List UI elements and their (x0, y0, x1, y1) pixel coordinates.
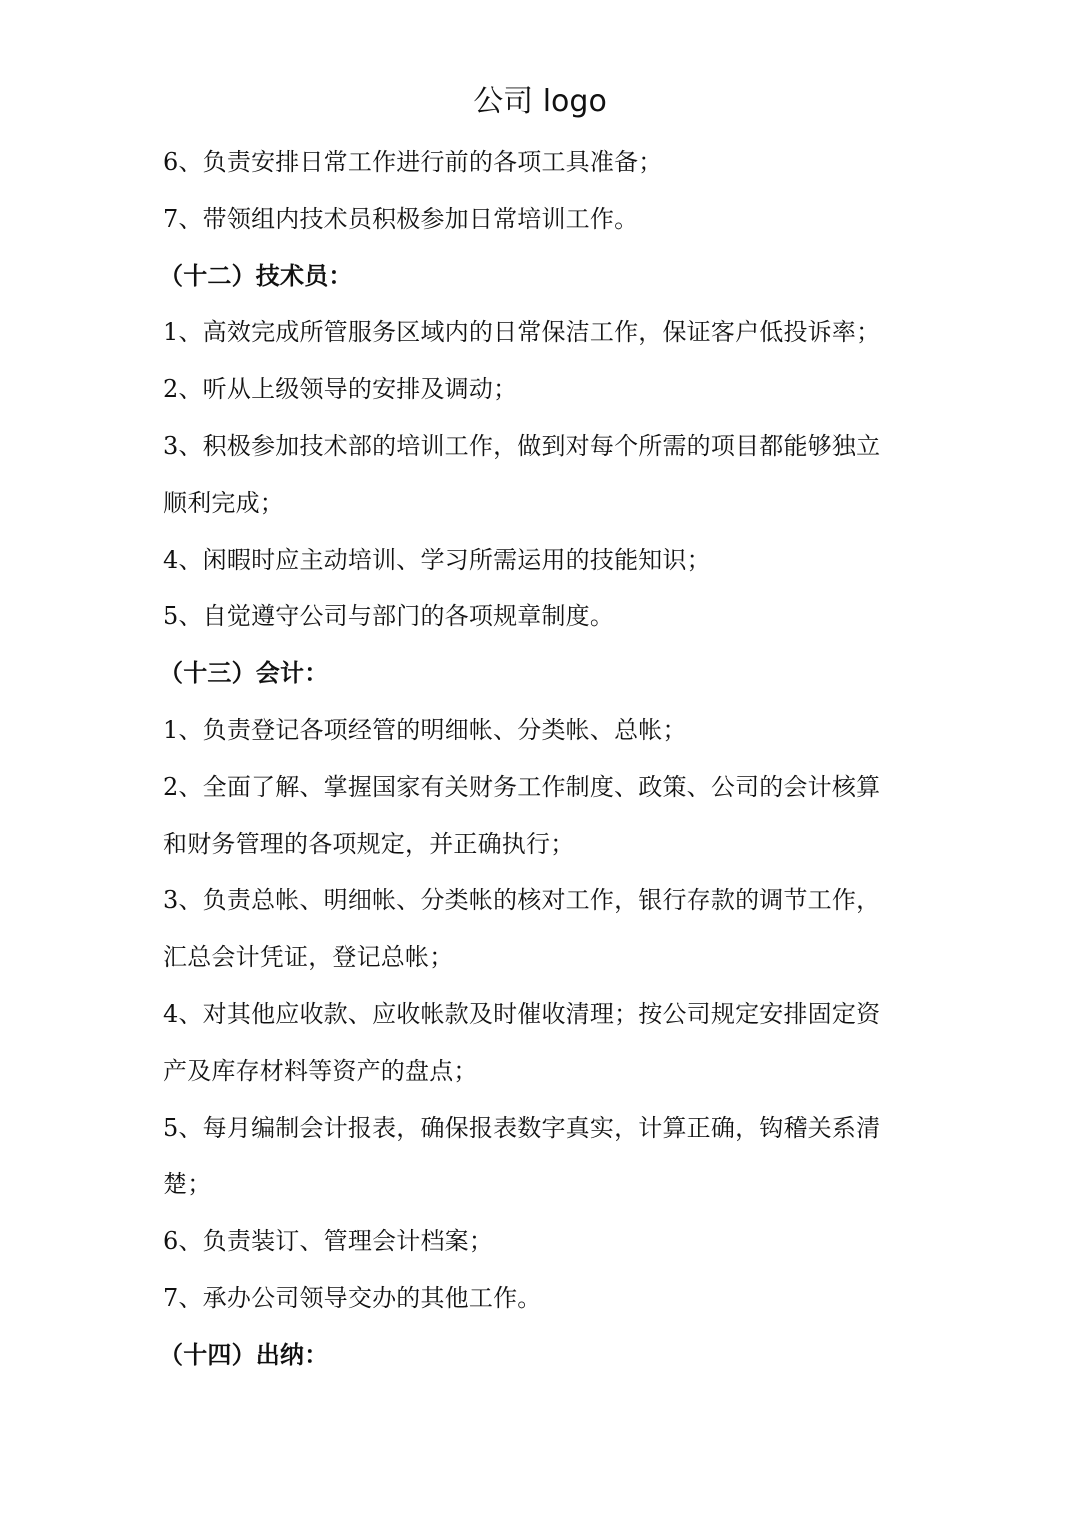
section-heading-technician: （十二）技术员： (159, 260, 353, 290)
paragraph-line: 5、每月编制会计报表，确保报表数字真实，计算正确，钩稽关系清 (163, 1113, 881, 1142)
paragraph-line: 1、高效完成所管服务区域内的日常保洁工作，保证客户低投诉率； (163, 318, 881, 347)
paragraph-line: 7、带领组内技术员积极参加日常培训工作。 (163, 204, 639, 233)
section-heading-cashier: （十四）出纳： (159, 1339, 329, 1369)
company-logo-header: 公司 logo (473, 84, 607, 119)
paragraph-line: 2、听从上级领导的安排及调动； (163, 375, 518, 404)
paragraph-line: 7、承办公司领导交办的其他工作。 (163, 1283, 542, 1312)
paragraph-line: 产及库存材料等资产的盘点； (163, 1056, 478, 1085)
document-body (159, 134, 919, 1384)
paragraph-line: 3、负责总帐、明细帐、分类帐的核对工作，银行存款的调节工作， (163, 886, 881, 915)
paragraph-line: 6、负责安排日常工作进行前的各项工具准备； (163, 148, 663, 176)
paragraph-line: 2、全面了解、掌握国家有关财务工作制度、政策、公司的会计核算 (163, 772, 881, 801)
paragraph-line: 顺利完成； (163, 488, 284, 517)
paragraph-line: 汇总会计凭证，登记总帐； (163, 943, 454, 972)
paragraph-line: 4、对其他应收款、应收帐款及时催收清理；按公司规定安排固定资 (163, 999, 881, 1028)
paragraph-line: 1、负责登记各项经管的明细帐、分类帐、总帐； (163, 715, 687, 744)
paragraph-line: 3、积极参加技术部的培训工作，做到对每个所需的项目都能够独立 (163, 431, 881, 460)
paragraph-line: 6、负责装订、管理会计档案； (163, 1227, 494, 1256)
section-heading-accountant: （十三）会计： (159, 658, 329, 688)
paragraph-line: 5、自觉遵守公司与部门的各项规章制度。 (163, 602, 615, 631)
paragraph-line: 楚； (163, 1170, 212, 1199)
paragraph-line: 和财务管理的各项规定，并正确执行； (163, 829, 575, 858)
paragraph-line: 4、闲暇时应主动培训、学习所需运用的技能知识； (163, 545, 711, 574)
